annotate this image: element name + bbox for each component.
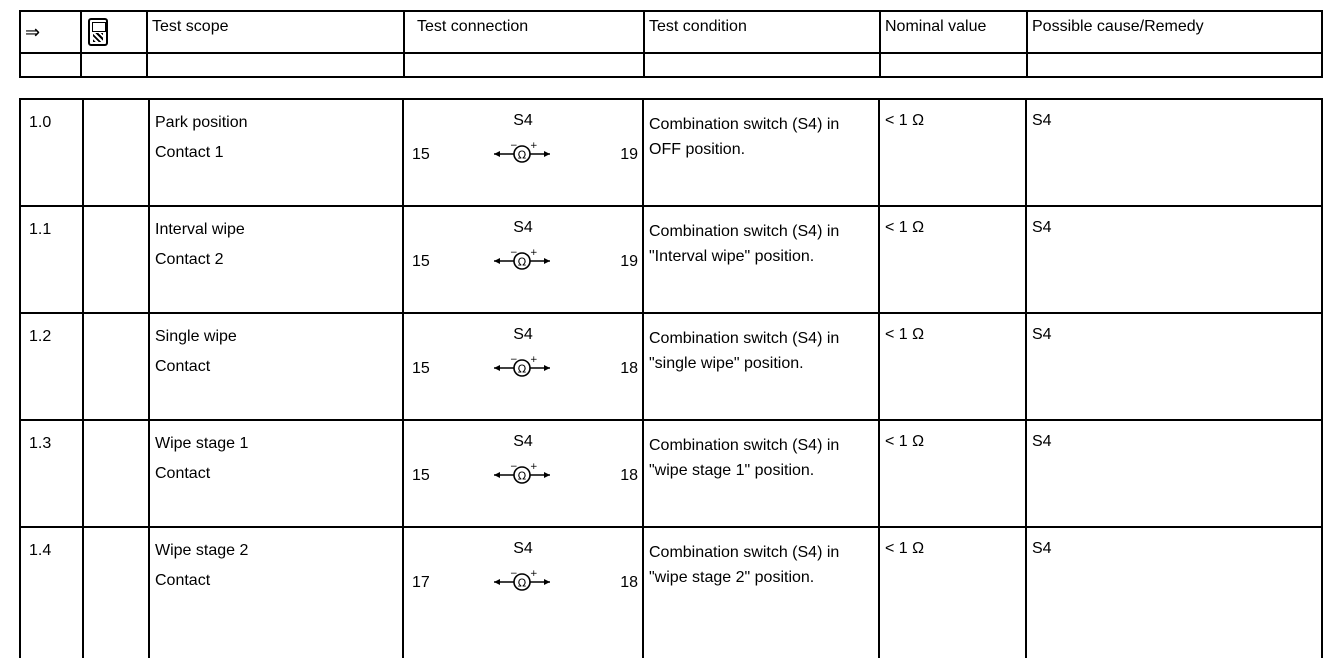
svg-text:Ω: Ω: [517, 148, 527, 162]
svg-text:Ω: Ω: [517, 362, 527, 376]
tester-cell: [83, 313, 149, 420]
pin-left: 15: [412, 360, 430, 377]
test-scope-header: Test scope: [147, 11, 404, 53]
scope-contact: Contact: [155, 465, 211, 482]
component-label: S4: [513, 112, 533, 129]
pin-left: 15: [412, 467, 430, 484]
table-row: [20, 527, 1322, 658]
nominal-value-cell: < 1 Ω: [879, 420, 1026, 527]
step-number-cell: 1.3: [20, 420, 83, 527]
component-label: S4: [513, 326, 533, 343]
header-table: [19, 10, 1323, 78]
svg-text:+: +: [530, 141, 538, 151]
svg-text:−: −: [510, 248, 518, 258]
svg-text:−: −: [510, 462, 518, 472]
test-condition-cell: Combination switch (S4) in "single wipe" position.: [643, 313, 879, 420]
test-connection-cell: [403, 206, 643, 313]
test-connection-cell: [403, 313, 643, 420]
test-connection-cell: [403, 99, 643, 206]
scope-title: Wipe stage 2: [155, 542, 249, 559]
svg-text:Ω: Ω: [517, 255, 527, 269]
table-row: [20, 313, 1322, 420]
svg-text:+: +: [530, 569, 538, 579]
scope-contact: Contact 2: [155, 251, 224, 268]
nominal-value-cell: < 1 Ω: [879, 527, 1026, 658]
component-label: S4: [513, 219, 533, 236]
step-number-cell: 1.1: [20, 206, 83, 313]
possible-cause-cell: S4: [1026, 527, 1322, 658]
nominal-value-cell: < 1 Ω: [879, 206, 1026, 313]
tester-header: [81, 11, 147, 53]
pin-left: 15: [412, 146, 430, 163]
svg-text:Ω: Ω: [517, 576, 527, 590]
ohmmeter-symbol-icon: [492, 354, 552, 380]
pin-right: 18: [620, 467, 638, 484]
possible-cause-cell: S4: [1026, 206, 1322, 313]
table-row: [20, 206, 1322, 313]
pin-left: 17: [412, 574, 430, 591]
table-row: [20, 99, 1322, 206]
step-number-cell: 1.0: [20, 99, 83, 206]
possible-cause-cell: S4: [1026, 420, 1322, 527]
pin-right: 18: [620, 360, 638, 377]
tester-cell: [83, 527, 149, 658]
component-label: S4: [513, 540, 533, 557]
scope-contact: Contact: [155, 572, 211, 589]
test-scope-cell: [149, 420, 403, 527]
svg-text:−: −: [510, 569, 518, 579]
tester-cell: [83, 99, 149, 206]
test-scope-cell: [149, 527, 403, 658]
nominal-value-header: Nominal value: [880, 11, 1027, 53]
tester-cell: [83, 206, 149, 313]
pin-right: 18: [620, 574, 638, 591]
ohmmeter-symbol-icon: [492, 568, 552, 594]
possible-cause-header: Possible cause/Remedy: [1027, 11, 1322, 53]
scope-title: Interval wipe: [155, 221, 245, 238]
scope-title: Park position: [155, 114, 248, 131]
test-condition-cell: Combination switch (S4) in "wipe stage 2" position.: [643, 527, 879, 658]
svg-text:−: −: [510, 141, 518, 151]
test-connection-cell: [403, 420, 643, 527]
table-row: [20, 420, 1322, 527]
test-condition-header: Test condition: [644, 11, 880, 53]
test-condition-cell: Combination switch (S4) in OFF position.: [643, 99, 879, 206]
svg-text:+: +: [530, 355, 538, 365]
test-connection-cell: [403, 527, 643, 658]
svg-text:+: +: [530, 462, 538, 472]
scope-title: Single wipe: [155, 328, 237, 345]
test-scope-cell: [149, 313, 403, 420]
ohmmeter-symbol-icon: [492, 461, 552, 487]
scope-contact: Contact 1: [155, 144, 224, 161]
test-connection-header: Test connection: [404, 11, 644, 53]
test-condition-cell: Combination switch (S4) in "Interval wipe" position.: [643, 206, 879, 313]
test-condition-cell: Combination switch (S4) in "wipe stage 1" position.: [643, 420, 879, 527]
right-double-arrow-icon: ⇒: [25, 22, 41, 42]
scope-contact: Contact: [155, 358, 211, 375]
pin-left: 15: [412, 253, 430, 270]
scope-title: Wipe stage 1: [155, 435, 249, 452]
svg-text:+: +: [530, 248, 538, 258]
ohmmeter-symbol-icon: [492, 247, 552, 273]
tester-cell: [83, 420, 149, 527]
possible-cause-cell: S4: [1026, 313, 1322, 420]
pin-right: 19: [620, 146, 638, 163]
multimeter-icon: [88, 18, 108, 46]
svg-text:Ω: Ω: [517, 469, 527, 483]
test-table: [19, 98, 1323, 658]
component-label: S4: [513, 433, 533, 450]
arrow-header: [20, 11, 81, 53]
ohmmeter-symbol-icon: [492, 140, 552, 166]
svg-text:−: −: [510, 355, 518, 365]
test-scope-cell: [149, 99, 403, 206]
nominal-value-cell: < 1 Ω: [879, 313, 1026, 420]
possible-cause-cell: S4: [1026, 99, 1322, 206]
pin-right: 19: [620, 253, 638, 270]
step-number-cell: 1.4: [20, 527, 83, 658]
step-number-cell: 1.2: [20, 313, 83, 420]
nominal-value-cell: < 1 Ω: [879, 99, 1026, 206]
test-scope-cell: [149, 206, 403, 313]
